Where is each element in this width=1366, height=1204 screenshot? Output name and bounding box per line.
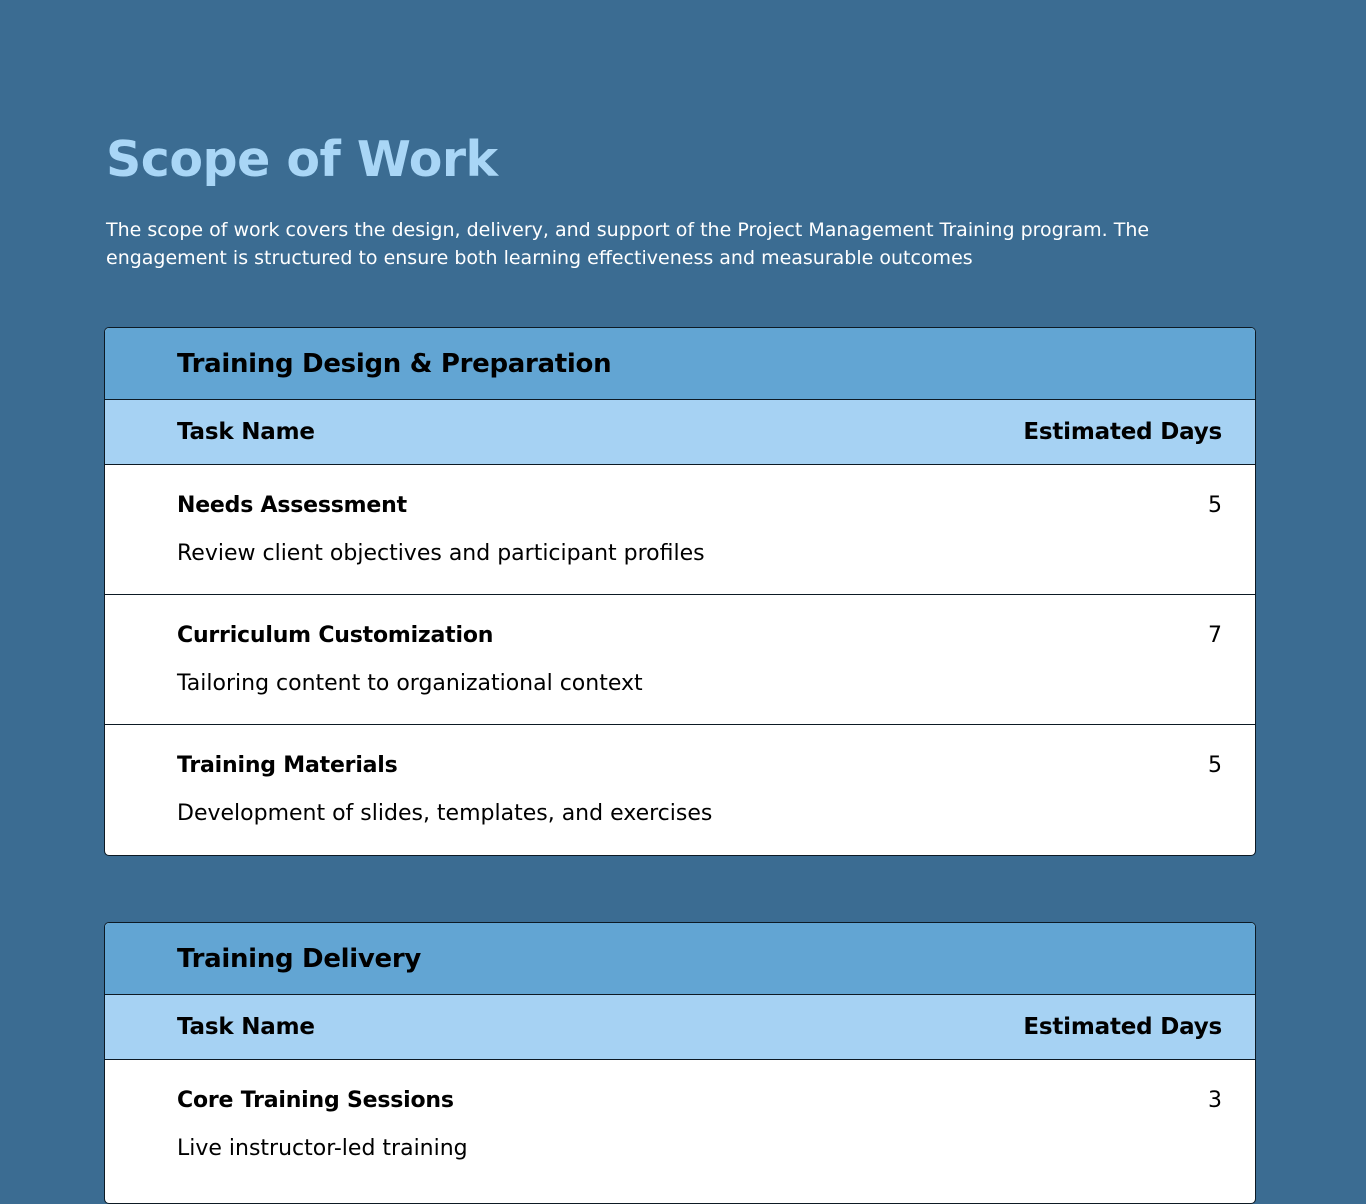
column-estimated-days: Estimated Days bbox=[1023, 1014, 1222, 1040]
task-name: Core Training Sessions bbox=[177, 1088, 454, 1113]
table-row bbox=[105, 465, 1255, 595]
column-task-name: Task Name bbox=[177, 1014, 315, 1040]
column-task-name: Task Name bbox=[177, 419, 315, 445]
section-title: Training Delivery bbox=[177, 943, 422, 974]
task-days: 5 bbox=[1208, 493, 1222, 518]
table-row bbox=[105, 1060, 1255, 1190]
section-header bbox=[105, 923, 1255, 995]
task-name: Needs Assessment bbox=[177, 493, 407, 518]
task-description: Review client objectives and participant profiles bbox=[177, 541, 705, 566]
column-header-row bbox=[105, 400, 1255, 465]
intro-paragraph: The scope of work covers the design, delivery, and support of the Project Management Training program. The engagement is structured to ensure both learning effectiveness and measurable outcomes bbox=[106, 219, 1150, 269]
task-days: 7 bbox=[1208, 623, 1222, 648]
column-estimated-days: Estimated Days bbox=[1023, 419, 1222, 445]
task-description: Development of slides, templates, and exercises bbox=[177, 801, 713, 826]
page-title: Scope of Work bbox=[106, 131, 498, 188]
section-training-delivery bbox=[104, 922, 1256, 1204]
task-days: 5 bbox=[1208, 753, 1222, 778]
table-row bbox=[105, 725, 1255, 855]
task-days: 3 bbox=[1208, 1088, 1222, 1113]
task-description: Live instructor-led training bbox=[177, 1136, 468, 1161]
section-training-design bbox=[104, 327, 1256, 856]
column-header-row bbox=[105, 995, 1255, 1060]
section-header bbox=[105, 328, 1255, 400]
section-title: Training Design & Preparation bbox=[177, 348, 612, 379]
task-name: Training Materials bbox=[177, 753, 398, 778]
task-description: Tailoring content to organizational context bbox=[177, 671, 643, 696]
task-name: Curriculum Customization bbox=[177, 623, 494, 648]
table-row bbox=[105, 595, 1255, 725]
